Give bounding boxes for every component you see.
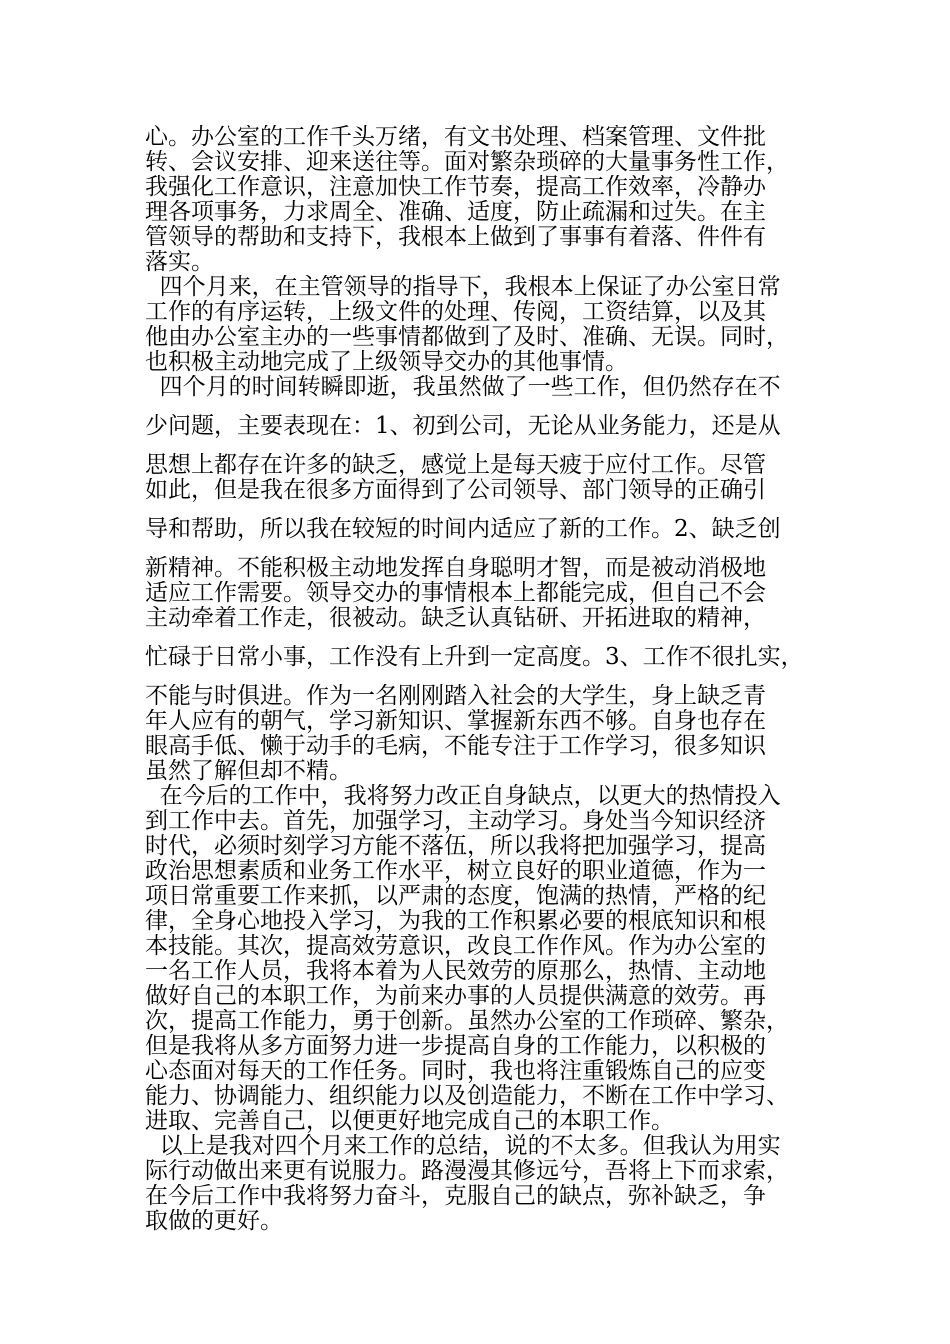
body-line: 时代，必须时刻学习方能不落伍，所以我将把加强学习，提高	[145, 834, 766, 859]
body-line: 主动牵着工作走，很被动。缺乏认真钻研、开拓进取的精神，	[145, 606, 766, 631]
body-line: 际行动做出来更有说服力。路漫漫其修远兮，吾将上下而求索，	[145, 1159, 789, 1184]
body-line: 取做的更好。	[145, 1209, 283, 1234]
body-line: 年人应有的朝气，学习新知识、掌握新东西不够。自身也存在	[145, 709, 766, 734]
body-line: 适应工作需要。领导交办的事情根本上都能完成，但自己不会	[145, 581, 766, 606]
body-line: 以上是我对四个月来工作的总结，说的不太多。但我认为用实	[145, 1134, 781, 1159]
body-line: 但是我将从多方面努力进一步提高自身的工作能力，以积极的	[145, 1034, 766, 1059]
body-line: 心态面对每天的工作任务。同时，我也将注重锻炼自己的应变	[145, 1059, 766, 1084]
document-body	[145, 125, 810, 1234]
body-line: 四个月的时间转瞬即逝，我虽然做了一些工作，但仍然存在不	[145, 375, 781, 400]
body-line: 次，提高工作能力，勇于创新。虽然办公室的工作琐碎、繁杂，	[145, 1009, 789, 1034]
body-line: 新精神。不能积极主动地发挥自身聪明才智，而是被动消极地	[145, 556, 766, 581]
body-line: 在今后的工作中，我将努力改正自身缺点，以更大的热情投入	[145, 784, 781, 809]
body-line: 落实。	[145, 250, 214, 275]
body-line: 心。办公室的工作千头万绪，有文书处理、档案管理、文件批	[145, 125, 766, 150]
body-line: 也积极主动地完成了上级领导交办的其他事情。	[145, 350, 628, 375]
body-line: 我强化工作意识，注意加快工作节奏，提高工作效率，冷静办	[145, 175, 766, 200]
body-line: 政治思想素质和业务工作水平，树立良好的职业道德，作为一	[145, 859, 766, 884]
body-line: 思想上都存在许多的缺乏，感觉上是每天疲于应付工作。尽管	[145, 453, 766, 478]
body-line: 虽然了解但却不精。	[145, 759, 352, 784]
body-line: 转、会议安排、迎来送往等。面对繁杂琐碎的大量事务性工作，	[145, 150, 789, 175]
body-line: 能力、协调能力、组织能力以及创造能力，不断在工作中学习、	[145, 1084, 789, 1109]
body-line: 如此，但是我在很多方面得到了公司领导、部门领导的正确引	[145, 478, 766, 503]
body-line: 不能与时俱进。作为一名刚刚踏入社会的大学生，身上缺乏青	[145, 684, 766, 709]
body-line: 四个月来，在主管领导的指导下，我根本上保证了办公室日常	[145, 275, 781, 300]
body-line: 做好自己的本职工作，为前来办事的人员提供满意的效劳。再	[145, 984, 766, 1009]
body-line: 忙碌于日常小事，工作没有上升到一定高度。3、工作不很扎实，	[145, 645, 804, 670]
body-line: 律，全身心地投入学习，为我的工作积累必要的根底知识和根	[145, 909, 766, 934]
body-line: 在今后工作中我将努力奋斗，克服自己的缺点，弥补缺乏，争	[145, 1184, 766, 1209]
body-line: 他由办公室主办的一些事情都做到了及时、准确、无误。同时，	[145, 325, 789, 350]
body-line: 少问题，主要表现在：1、初到公司，无论从业务能力，还是从	[145, 414, 781, 439]
body-line: 理各项事务，力求周全、准确、适度，防止疏漏和过失。在主	[145, 200, 766, 225]
body-line: 进取、完善自己，以便更好地完成自己的本职工作。	[145, 1109, 674, 1134]
body-line: 管领导的帮助和支持下，我根本上做到了事事有着落、件件有	[145, 225, 766, 250]
body-line: 一名工作人员，我将本着为人民效劳的原那么，热情、主动地	[145, 959, 766, 984]
body-line: 导和帮助，所以我在较短的时间内适应了新的工作。2、缺乏创	[145, 517, 781, 542]
body-line: 本技能。其次，提高效劳意识，改良工作作风。作为办公室的	[145, 934, 766, 959]
body-line: 到工作中去。首先，加强学习，主动学习。身处当今知识经济	[145, 809, 766, 834]
body-line: 项日常重要工作来抓，以严肃的态度，饱满的热情，严格的纪	[145, 884, 766, 909]
body-line: 工作的有序运转，上级文件的处理、传阅，工资结算，以及其	[145, 300, 766, 325]
body-line: 眼高手低、懒于动手的毛病，不能专注于工作学习，很多知识	[145, 734, 766, 759]
